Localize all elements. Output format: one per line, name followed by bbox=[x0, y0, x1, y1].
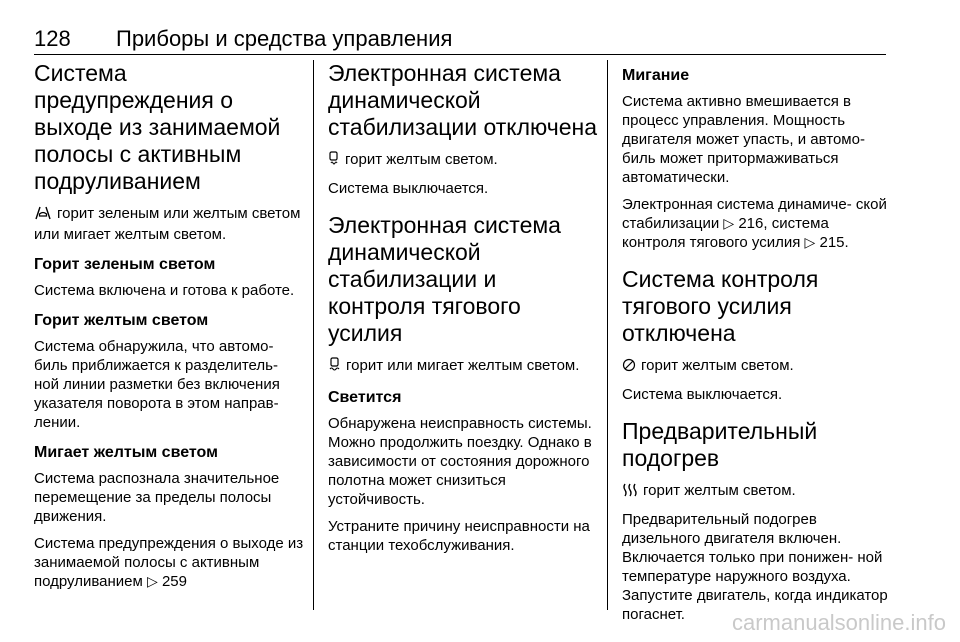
esc-tc-intro: горит или мигает желтым светом. bbox=[328, 356, 598, 377]
esc-off-icon bbox=[328, 151, 340, 171]
page-header bbox=[34, 22, 886, 55]
column-divider bbox=[607, 60, 608, 610]
column-divider bbox=[313, 60, 314, 610]
page-ref-arrow-icon: ▷ bbox=[147, 573, 158, 589]
column-1 bbox=[34, 60, 304, 599]
paragraph: Предварительный подогрев дизельного двигателя включен. Включается только при понижен- ной температуре наружного воздуха. Запустите двигатель, когда индикатор погаснет. bbox=[622, 511, 888, 623]
running-title: Приборы и средства управления bbox=[116, 26, 453, 51]
paragraph: Система распознала значительное перемещение за пределы полосы движения. bbox=[34, 470, 280, 525]
subheading-flashing-yellow: Мигает желтым светом bbox=[34, 444, 218, 461]
paragraph: Система выключается. bbox=[622, 386, 783, 403]
page-ref-arrow-icon: ▷ bbox=[723, 215, 735, 231]
esc-off-intro: горит желтым светом. bbox=[328, 150, 598, 171]
page-ref-arrow-icon: ▷ bbox=[804, 234, 816, 250]
column-3 bbox=[622, 60, 892, 632]
lane-assist-icon bbox=[34, 206, 52, 225]
watermark: carmanualsonline.info bbox=[731, 610, 946, 635]
subheading-flashing: Мигание bbox=[622, 67, 690, 84]
paragraph: Система выключается. bbox=[328, 180, 489, 197]
subheading-yellow: Горит желтым светом bbox=[34, 312, 209, 329]
paragraph: Система включена и готова к работе. bbox=[34, 282, 295, 299]
glow-plug-icon bbox=[622, 482, 638, 502]
paragraph: Система обнаружила, что автомо- биль приближается к разделитель- ной линии разметки без включения указателя поворота в этом направ- лении. bbox=[34, 338, 280, 431]
lane-assist-intro: горит зеленым или желтым светом или мигает желтым светом. bbox=[34, 205, 301, 243]
page-ref[interactable]: 259 bbox=[161, 573, 187, 590]
section-heading-lane-assist: Система предупреждения о выходе из занимаемой полосы с активным подруливанием bbox=[34, 60, 281, 194]
page-number: 128 bbox=[34, 26, 71, 51]
section-heading-tc-off: Система контроля тягового усилия отключена bbox=[622, 266, 819, 346]
page-ref[interactable]: 216 bbox=[738, 215, 764, 232]
tc-off-intro: горит желтым светом. bbox=[622, 356, 892, 377]
section-heading-esc-tc: Электронная система динамической стабилизации и контроля тягового усилия bbox=[328, 212, 561, 346]
column-2 bbox=[328, 60, 598, 563]
traction-control-off-icon bbox=[622, 358, 636, 377]
paragraph: Обнаружена неисправность системы. Можно продолжить поездку. Однако в зависимости от состояния дорожного полотна может снизиться устойчивость. bbox=[328, 415, 592, 508]
subheading-lit: Светится bbox=[328, 389, 402, 406]
paragraph: Система активно вмешивается в процесс управления. Мощность двигателя может упасть, и автомо- биль может притормаживаться автоматически. bbox=[622, 93, 865, 186]
section-heading-preheat: Предварительный подогрев bbox=[622, 418, 818, 471]
paragraph-with-reference: Система предупреждения о выходе из занимаемой полосы с активным подруливанием ▷ 259 bbox=[34, 535, 304, 590]
paragraph-with-references: Электронная система динамиче- ской стабилизации ▷ 216, система контроля тягового усилия ▷ 215. bbox=[622, 196, 887, 251]
esc-icon bbox=[328, 357, 341, 377]
subheading-green: Горит зеленым светом bbox=[34, 256, 216, 273]
preheat-intro: горит желтым светом. bbox=[622, 481, 892, 502]
page-ref[interactable]: 215 bbox=[819, 234, 845, 251]
section-heading-esc-off: Электронная система динамической стабилизации отключена bbox=[328, 60, 598, 140]
paragraph: Устраните причину неисправности на станции техобслуживания. bbox=[328, 518, 590, 554]
